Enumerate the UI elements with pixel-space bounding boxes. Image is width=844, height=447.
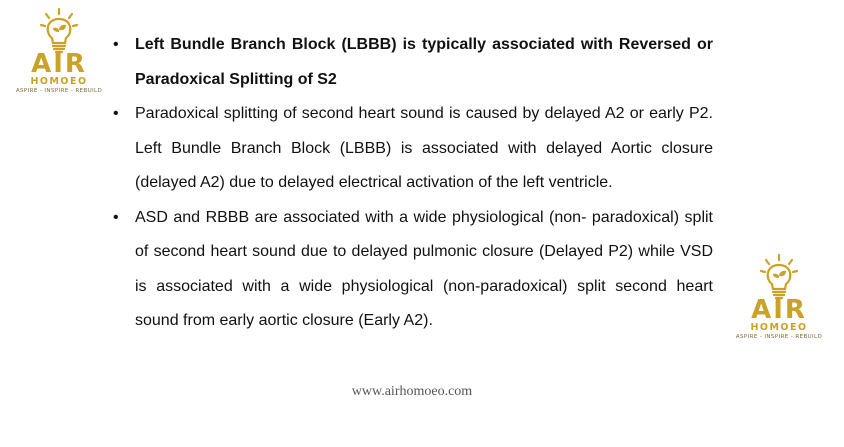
air-homoeo-logo-top	[14, 8, 104, 95]
bullet-marker: •	[113, 36, 119, 53]
logo-brand: AIR	[751, 295, 807, 325]
footer-website: www.airhomoeo.com	[351, 384, 473, 399]
bullet-list	[113, 28, 713, 339]
list-item	[113, 28, 713, 97]
bullet-marker: •	[113, 105, 119, 122]
logo-brand-sub: HOMOEO	[30, 76, 88, 87]
list-item	[113, 97, 713, 201]
logo-brand-sub: HOMOEO	[750, 322, 808, 333]
bullet-marker: •	[113, 208, 119, 226]
list-item-text: Paradoxical splitting of second heart sound is caused by delayed A2 or early P2. Left Bundle Branch Block (LBBB) is associated with delayed Aortic closure (delayed A2) due to delayed electrical activation of the left ventricle.	[135, 105, 713, 191]
logo-brand: AIR	[31, 49, 87, 79]
list-item-text: Left Bundle Branch Block (LBBB) is typically associated with Reversed or Paradoxical Splitting of S2	[135, 36, 713, 88]
air-homoeo-logo-bottom	[734, 254, 824, 341]
logo-tagline: ASPIRE - INSPIRE - REBUILD	[15, 88, 103, 94]
lightbulb-icon	[39, 8, 79, 54]
list-item	[113, 201, 713, 339]
list-item-text: ASD and RBBB are associated with a wide physiological (non- paradoxical) split of second heart sound due to delayed pulmonic closure (Delayed P2) while VSD is associated with a wide physiological (non-paradoxical) split second heart sound from early aortic closure (Early A2).	[135, 208, 713, 329]
lightbulb-icon	[759, 254, 799, 300]
logo-tagline: ASPIRE - INSPIRE - REBUILD	[735, 334, 823, 340]
